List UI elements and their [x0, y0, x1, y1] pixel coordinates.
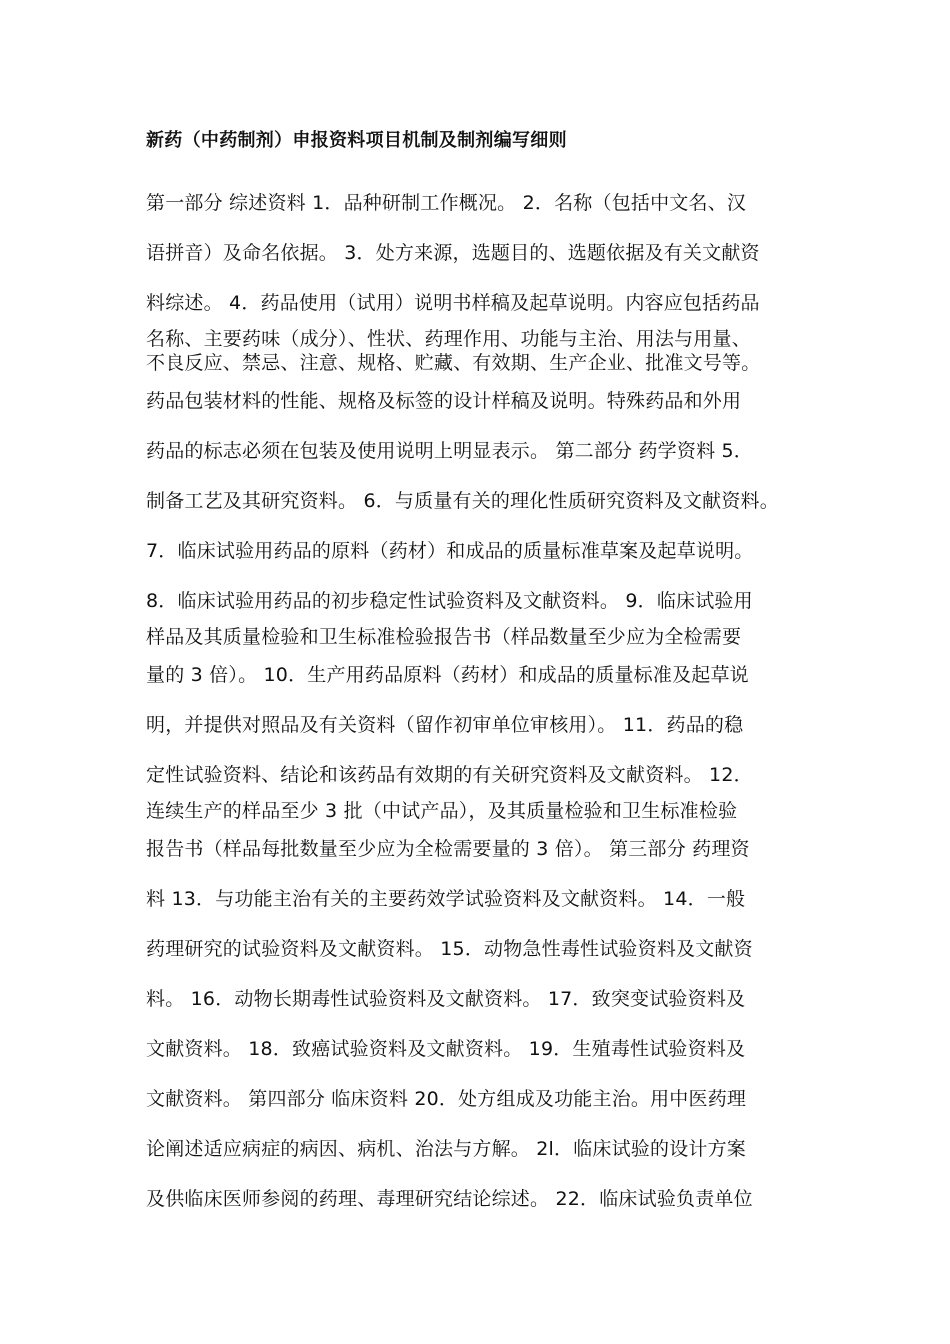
paragraph-line: 制备工艺及其研究资料。 6．与质量有关的理化性质研究资料及文献资料。 — [146, 490, 779, 512]
paragraph-line: 名称、主要药味（成分）、性状、药理作用、功能与主治、用法与用量、 — [146, 328, 751, 350]
paragraph-line: 语拼音）及命名依据。 3．处方来源，选题目的、选题依据及有关文献资 — [146, 242, 760, 264]
paragraph-line: 样品及其质量检验和卫生标准检验报告书（样品数量至少应为全检需要 — [146, 626, 742, 648]
paragraph-line: 8．临床试验用药品的初步稳定性试验资料及文献资料。 9．临床试验用 — [146, 590, 753, 612]
paragraph-line: 文献资料。 18．致癌试验资料及文献资料。 19．生殖毒性试验资料及 — [146, 1038, 746, 1060]
paragraph-line: 药理研究的试验资料及文献资料。 15．动物急性毒性试验资料及文献资 — [146, 938, 753, 960]
paragraph-line: 药品的标志必须在包装及使用说明上明显表示。 第二部分 药学资料 5． — [146, 440, 754, 462]
paragraph-line: 论阐述适应病症的病因、病机、治法与方解。 2l．临床试验的设计方案 — [146, 1138, 747, 1160]
paragraph-line: 第一部分 综述资料 1．品种研制工作概况。 2．名称（包括中文名、汉 — [146, 192, 747, 214]
paragraph-line: 量的 3 倍）。 10．生产用药品原料（药材）和成品的质量标准及起草说 — [146, 664, 749, 686]
paragraph-line: 明，并提供对照品及有关资料（留作初审单位审核用）。 11．药品的稳 — [146, 714, 744, 736]
paragraph-line: 料。 16．动物长期毒性试验资料及文献资料。 17．致突变试验资料及 — [146, 988, 746, 1010]
paragraph-line: 连续生产的样品至少 3 批（中试产品），及其质量检验和卫生标准检验 — [146, 800, 738, 822]
paragraph-line: 及供临床医师参阅的药理、毒理研究结论综述。 22．临床试验负责单位 — [146, 1188, 753, 1210]
document-title: 新药（中药制剂）申报资料项目机制及制剂编写细则 — [146, 130, 567, 151]
paragraph-line: 料 13．与功能主治有关的主要药效学试验资料及文献资料。 14．一般 — [146, 888, 746, 910]
paragraph-line: 报告书（样品每批数量至少应为全检需要量的 3 倍）。 第三部分 药理资 — [146, 838, 750, 860]
paragraph-line: 料综述。 4．药品使用（试用）说明书样稿及起草说明。内容应包括药品 — [146, 292, 760, 314]
paragraph-line: 7．临床试验用药品的原料（药材）和成品的质量标准草案及起草说明。 — [146, 540, 754, 562]
paragraph-line: 定性试验资料、结论和该药品有效期的有关研究资料及文献资料。 12． — [146, 764, 753, 786]
paragraph-line: 药品包装材料的性能、规格及标签的设计样稿及说明。特殊药品和外用 — [146, 390, 742, 412]
paragraph-line: 文献资料。 第四部分 临床资料 20．处方组成及功能主治。用中医药理 — [146, 1088, 747, 1110]
paragraph-line: 不良反应、禁忌、注意、规格、贮藏、有效期、生产企业、批准文号等。 — [146, 352, 761, 374]
